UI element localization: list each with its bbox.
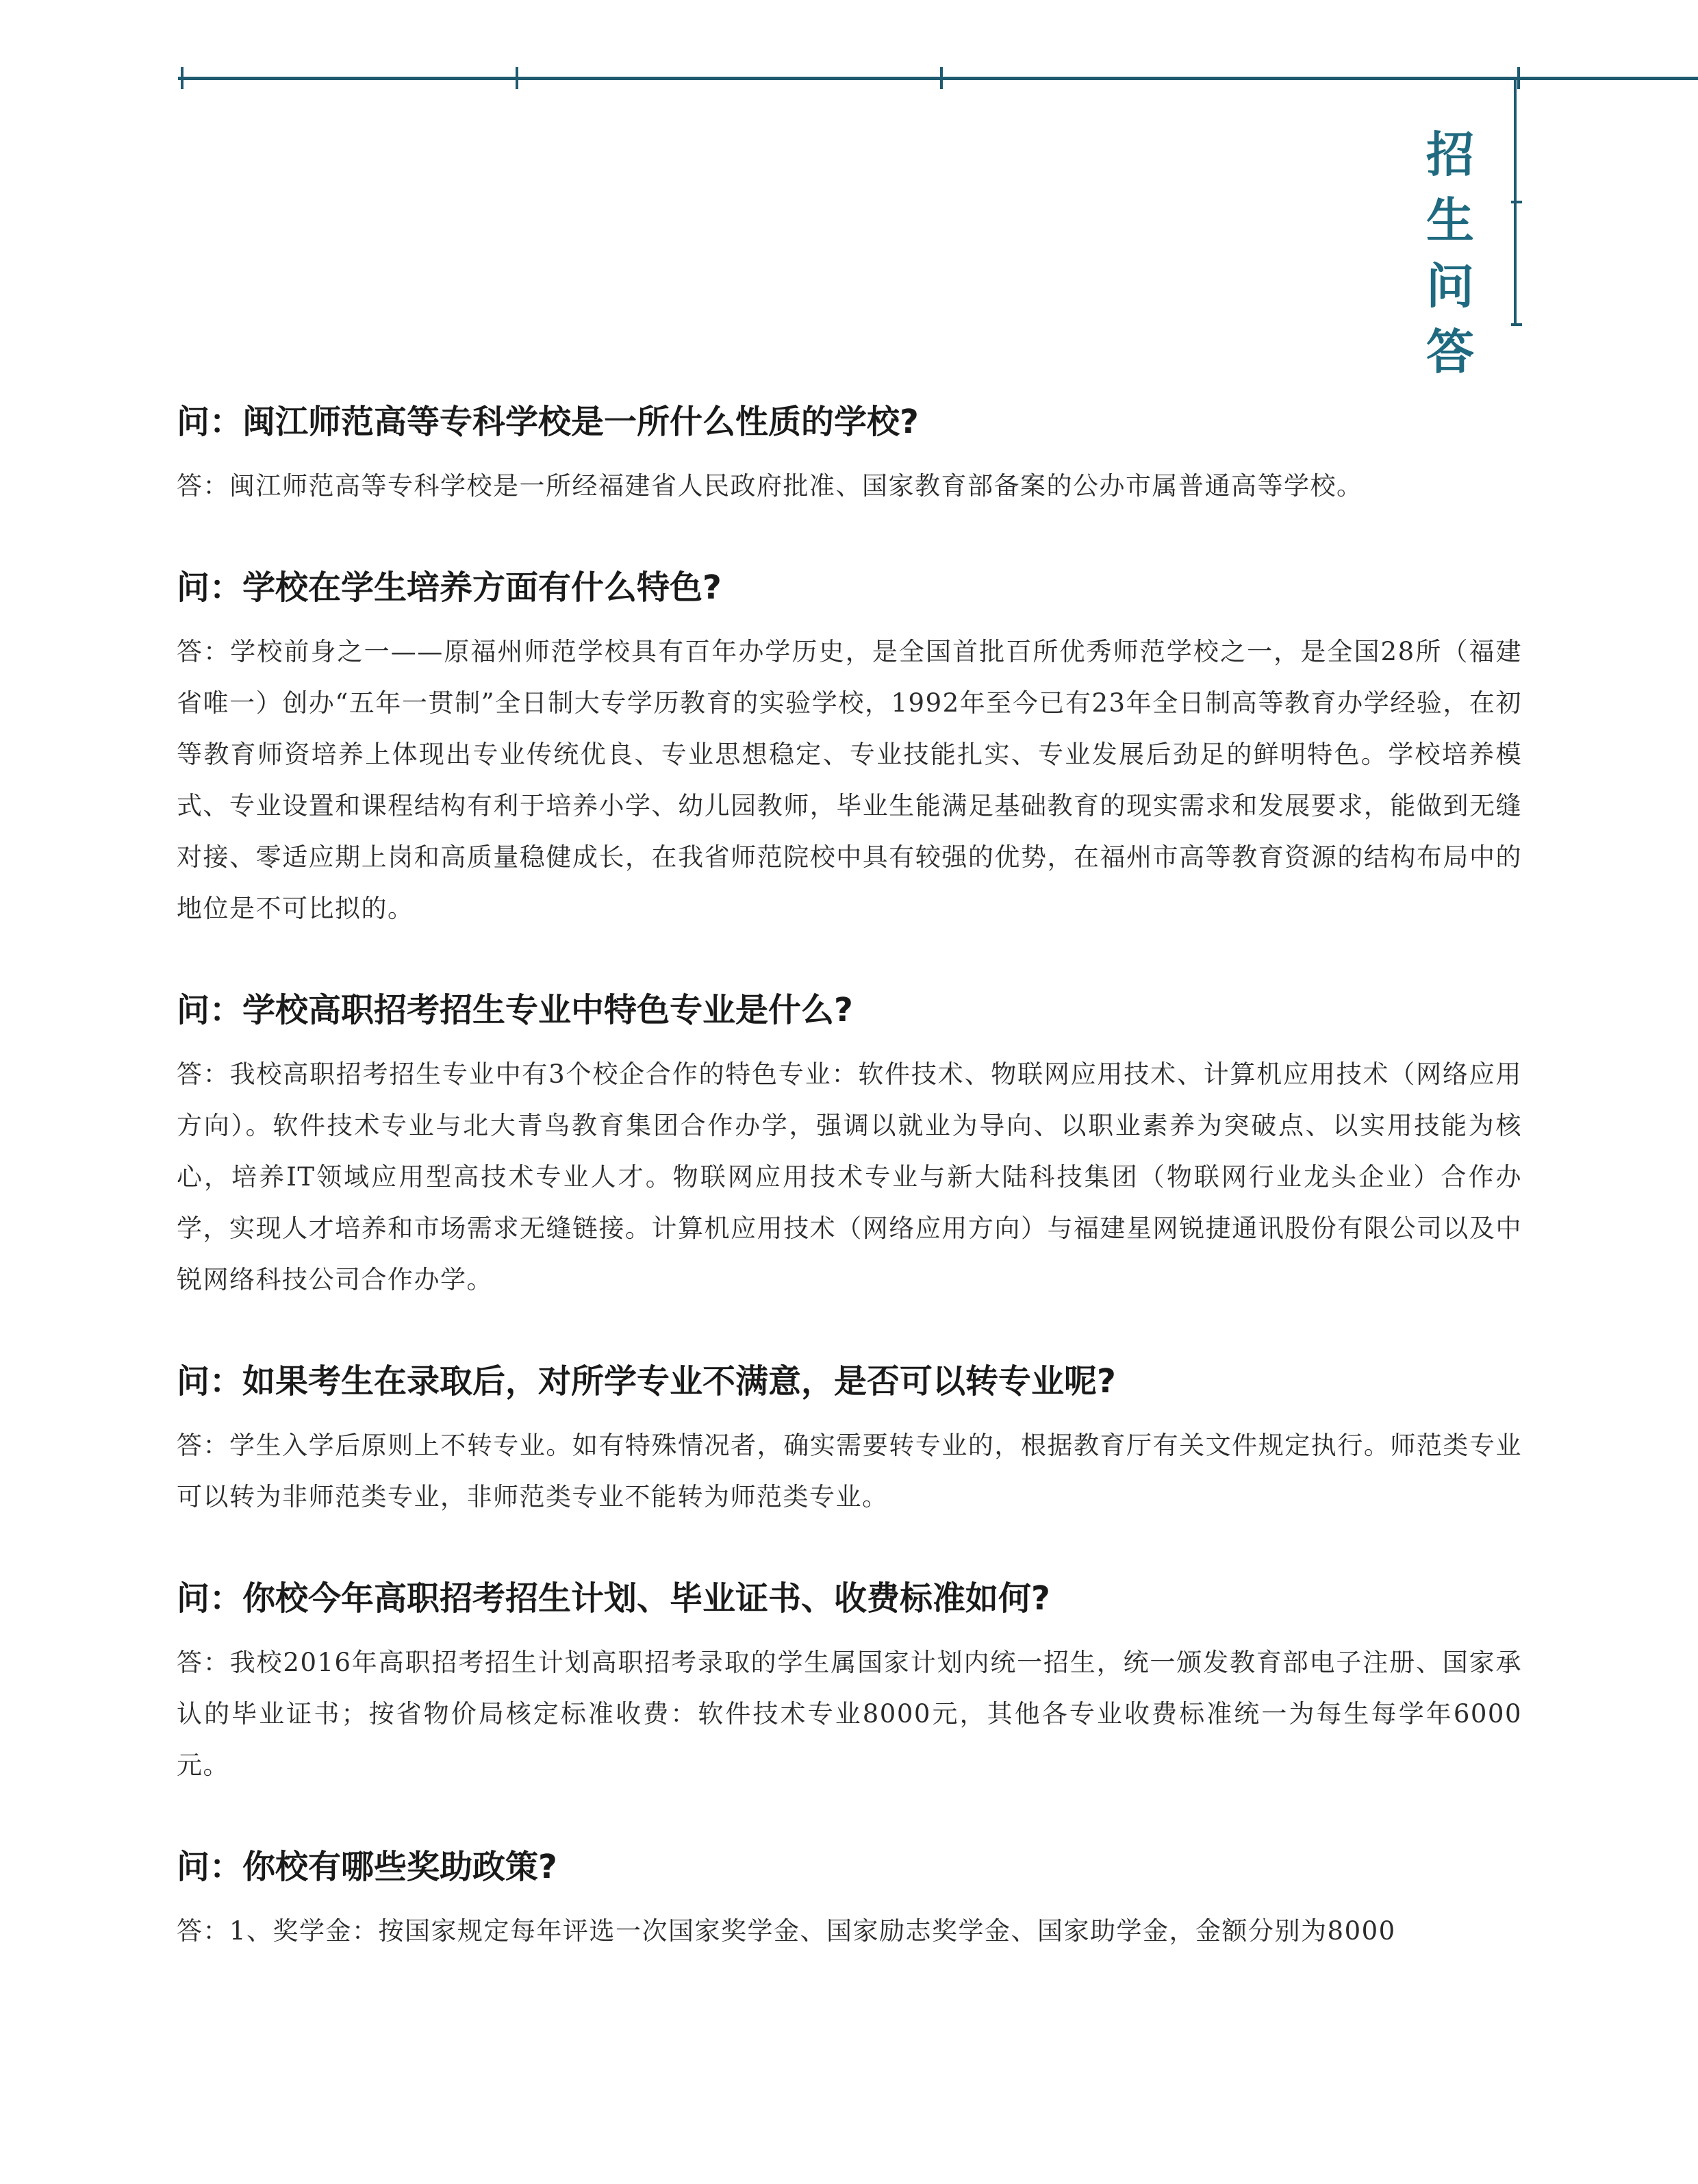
- header-tick-mark: [1517, 67, 1520, 89]
- answer-text: 答：我校2016年高职招考招生计划高职招考录取的学生属国家计划内统一招生，统一颁发教育部电子注册、国家承认的毕业证书；按省物价局核定标准收费：软件技术专业8000元，其他各专业收费标准统一为每生每学年6000元。: [177, 1648, 1522, 1780]
- section-title-char: 问: [1426, 258, 1474, 314]
- side-tick-mark: [1511, 201, 1522, 203]
- question-heading: 问：你校有哪些奖助政策?: [177, 1848, 557, 1886]
- header-tick-mark: [940, 67, 943, 89]
- question-heading: 问：闽江师范高等专科学校是一所什么性质的学校?: [177, 403, 919, 441]
- answer-text: 答：学校前身之一——原福州师范学校具有百年办学历史，是全国首批百所优秀师范学校之一，是全国28所（福建省唯一）创办“五年一贯制”全日制大专学历教育的实验学校，1992年至今已有23年全日制高等教育办学经验，在初等教育师资培养上体现出专业传统优良、专业思想稳定、专业技能扎实、专业发展后劲足的鲜明特色。学校培养模式、专业设置和课程结构有利于培养小学、幼儿园教师，毕业生能满足基础教育的现实需求和发展要求，能做到无缝对接、零适应期上岗和高质量稳健成长，在我省师范院校中具有较强的优势，在福州市高等教育资源的结构布局中的地位是不可比拟的。: [177, 637, 1522, 923]
- section-title-char: 招: [1426, 126, 1474, 183]
- question-heading: 问：你校今年高职招考招生计划、毕业证书、收费标准如何?: [177, 1579, 1050, 1618]
- side-tick-mark: [1511, 323, 1522, 326]
- qa-item: [177, 1829, 1522, 1957]
- answer-text: 答：我校高职招考招生专业中有3个校企合作的特色专业：软件技术、物联网应用技术、计算机应用技术（网络应用方向）。软件技术专业与北大青鸟教育集团合作办学，强调以就业为导向、以职业素养为突破点、以实用技能为核心，培养IT领域应用型高技术专业人才。物联网应用技术专业与新大陆科技集团（物联网行业龙头企业）合作办学，实现人才培养和市场需求无缝链接。计算机应用技术（网络应用方向）与福建星网锐捷通讯股份有限公司以及中锐网络科技公司合作办学。: [177, 1059, 1522, 1294]
- section-title: [1416, 122, 1484, 385]
- question-heading: 问：如果考生在录取后，对所学专业不满意，是否可以转专业呢?: [177, 1362, 1116, 1401]
- qa-item: [177, 549, 1522, 934]
- answer-text: 答：学生入学后原则上不转专业。如有特殊情况者，确实需要转专业的，根据教育厅有关文件规定执行。师范类专业可以转为非师范类专业，非师范类专业不能转为师范类专业。: [177, 1431, 1522, 1511]
- answer-text: 答：闽江师范高等专科学校是一所经福建省人民政府批准、国家教育部备案的公办市属普通高等学校。: [177, 471, 1363, 501]
- qa-item: [177, 972, 1522, 1305]
- question-heading: 问：学校在学生培养方面有什么特色?: [177, 568, 722, 607]
- answer-text: 答：1、奖学金：按国家规定每年评选一次国家奖学金、国家励志奖学金、国家助学金，金额分别为8000: [177, 1916, 1396, 1946]
- question-heading: 问：学校高职招考招生专业中特色专业是什么?: [177, 991, 853, 1029]
- header-tick-mark: [181, 67, 183, 89]
- qa-item: [177, 1343, 1522, 1522]
- qa-item: [177, 384, 1522, 512]
- section-title-char: 生: [1426, 192, 1474, 249]
- header-tick-mark: [516, 67, 518, 89]
- section-title-char: 答: [1426, 323, 1474, 380]
- qa-item: [177, 1560, 1522, 1791]
- qa-list: [177, 384, 1522, 1957]
- header-rule: [178, 77, 1698, 80]
